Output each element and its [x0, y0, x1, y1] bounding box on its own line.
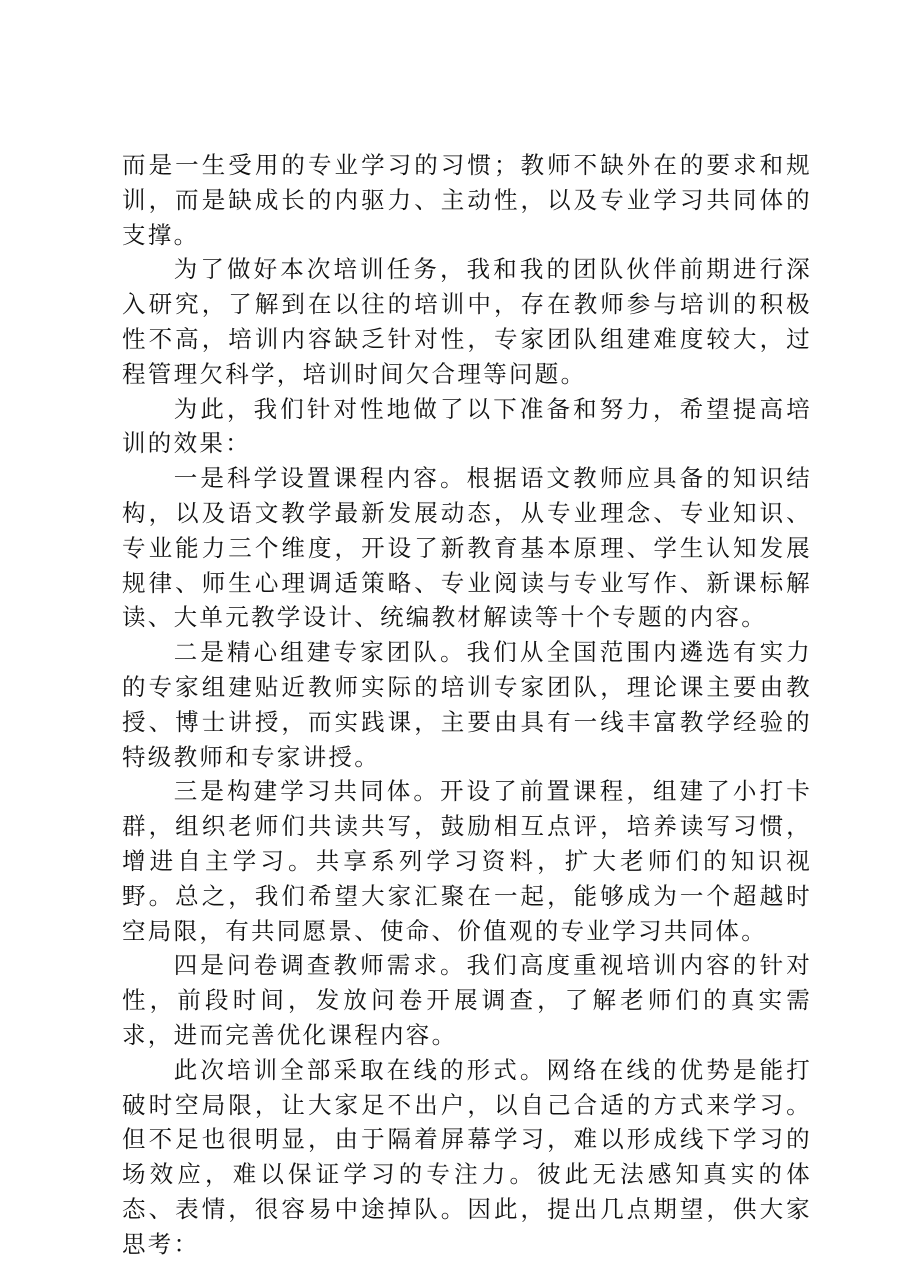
paragraph: 为了做好本次培训任务，我和我的团队伙伴前期进行深入研究，了解到在以往的培训中，存在教师参与培训的积极性不高，培训内容缺乏针对性，专家团队组建难度较大，过程管理欠科学，培训时间欠合理等问题。 — [122, 255, 812, 388]
paragraph: 二是精心组建专家团队。我们从全国范围内遴选有实力的专家组建贴近教师实际的培训专家团队，理论课主要由教授、博士讲授，而实践课，主要由具有一线丰富教学经验的特级教师和专家讲授。 — [122, 638, 812, 771]
document-page — [122, 148, 812, 1262]
paragraph: 为此，我们针对性地做了以下准备和努力，希望提高培训的效果： — [122, 394, 812, 458]
paragraph: 而是一生受用的专业学习的习惯；教师不缺外在的要求和规训，而是缺成长的内驱力、主动性，以及专业学习共同体的支撑。 — [122, 151, 812, 249]
paragraph: 四是问卷调查教师需求。我们高度重视培训内容的针对性，前段时间，发放问卷开展调查，了解老师们的真实需求，进而完善优化课程内容。 — [122, 951, 812, 1049]
paragraph: 此次培训全部采取在线的形式。网络在线的优势是能打破时空局限，让大家足不出户，以自己合适的方式来学习。但不足也很明显，由于隔着屏幕学习，难以形成线下学习的场效应，难以保证学习的专注力。彼此无法感知真实的体态、表情，很容易中途掉队。因此，提出几点期望，供大家思考： — [122, 1055, 812, 1258]
paragraph: 三是构建学习共同体。开设了前置课程，组建了小打卡群，组织老师们共读共写，鼓励相互点评，培养读写习惯，增进自主学习。共享系列学习资料，扩大老师们的知识视野。总之，我们希望大家汇聚在一起，能够成为一个超越时空局限，有共同愿景、使命、价值观的专业学习共同体。 — [122, 777, 812, 945]
paragraph: 一是科学设置课程内容。根据语文教师应具备的知识结构，以及语文教学最新发展动态，从专业理念、专业知识、专业能力三个维度，开设了新教育基本原理、学生认知发展规律、师生心理调适策略、专业阅读与专业写作、新课标解读、大单元教学设计、统编教材解读等十个专题的内容。 — [122, 464, 812, 632]
